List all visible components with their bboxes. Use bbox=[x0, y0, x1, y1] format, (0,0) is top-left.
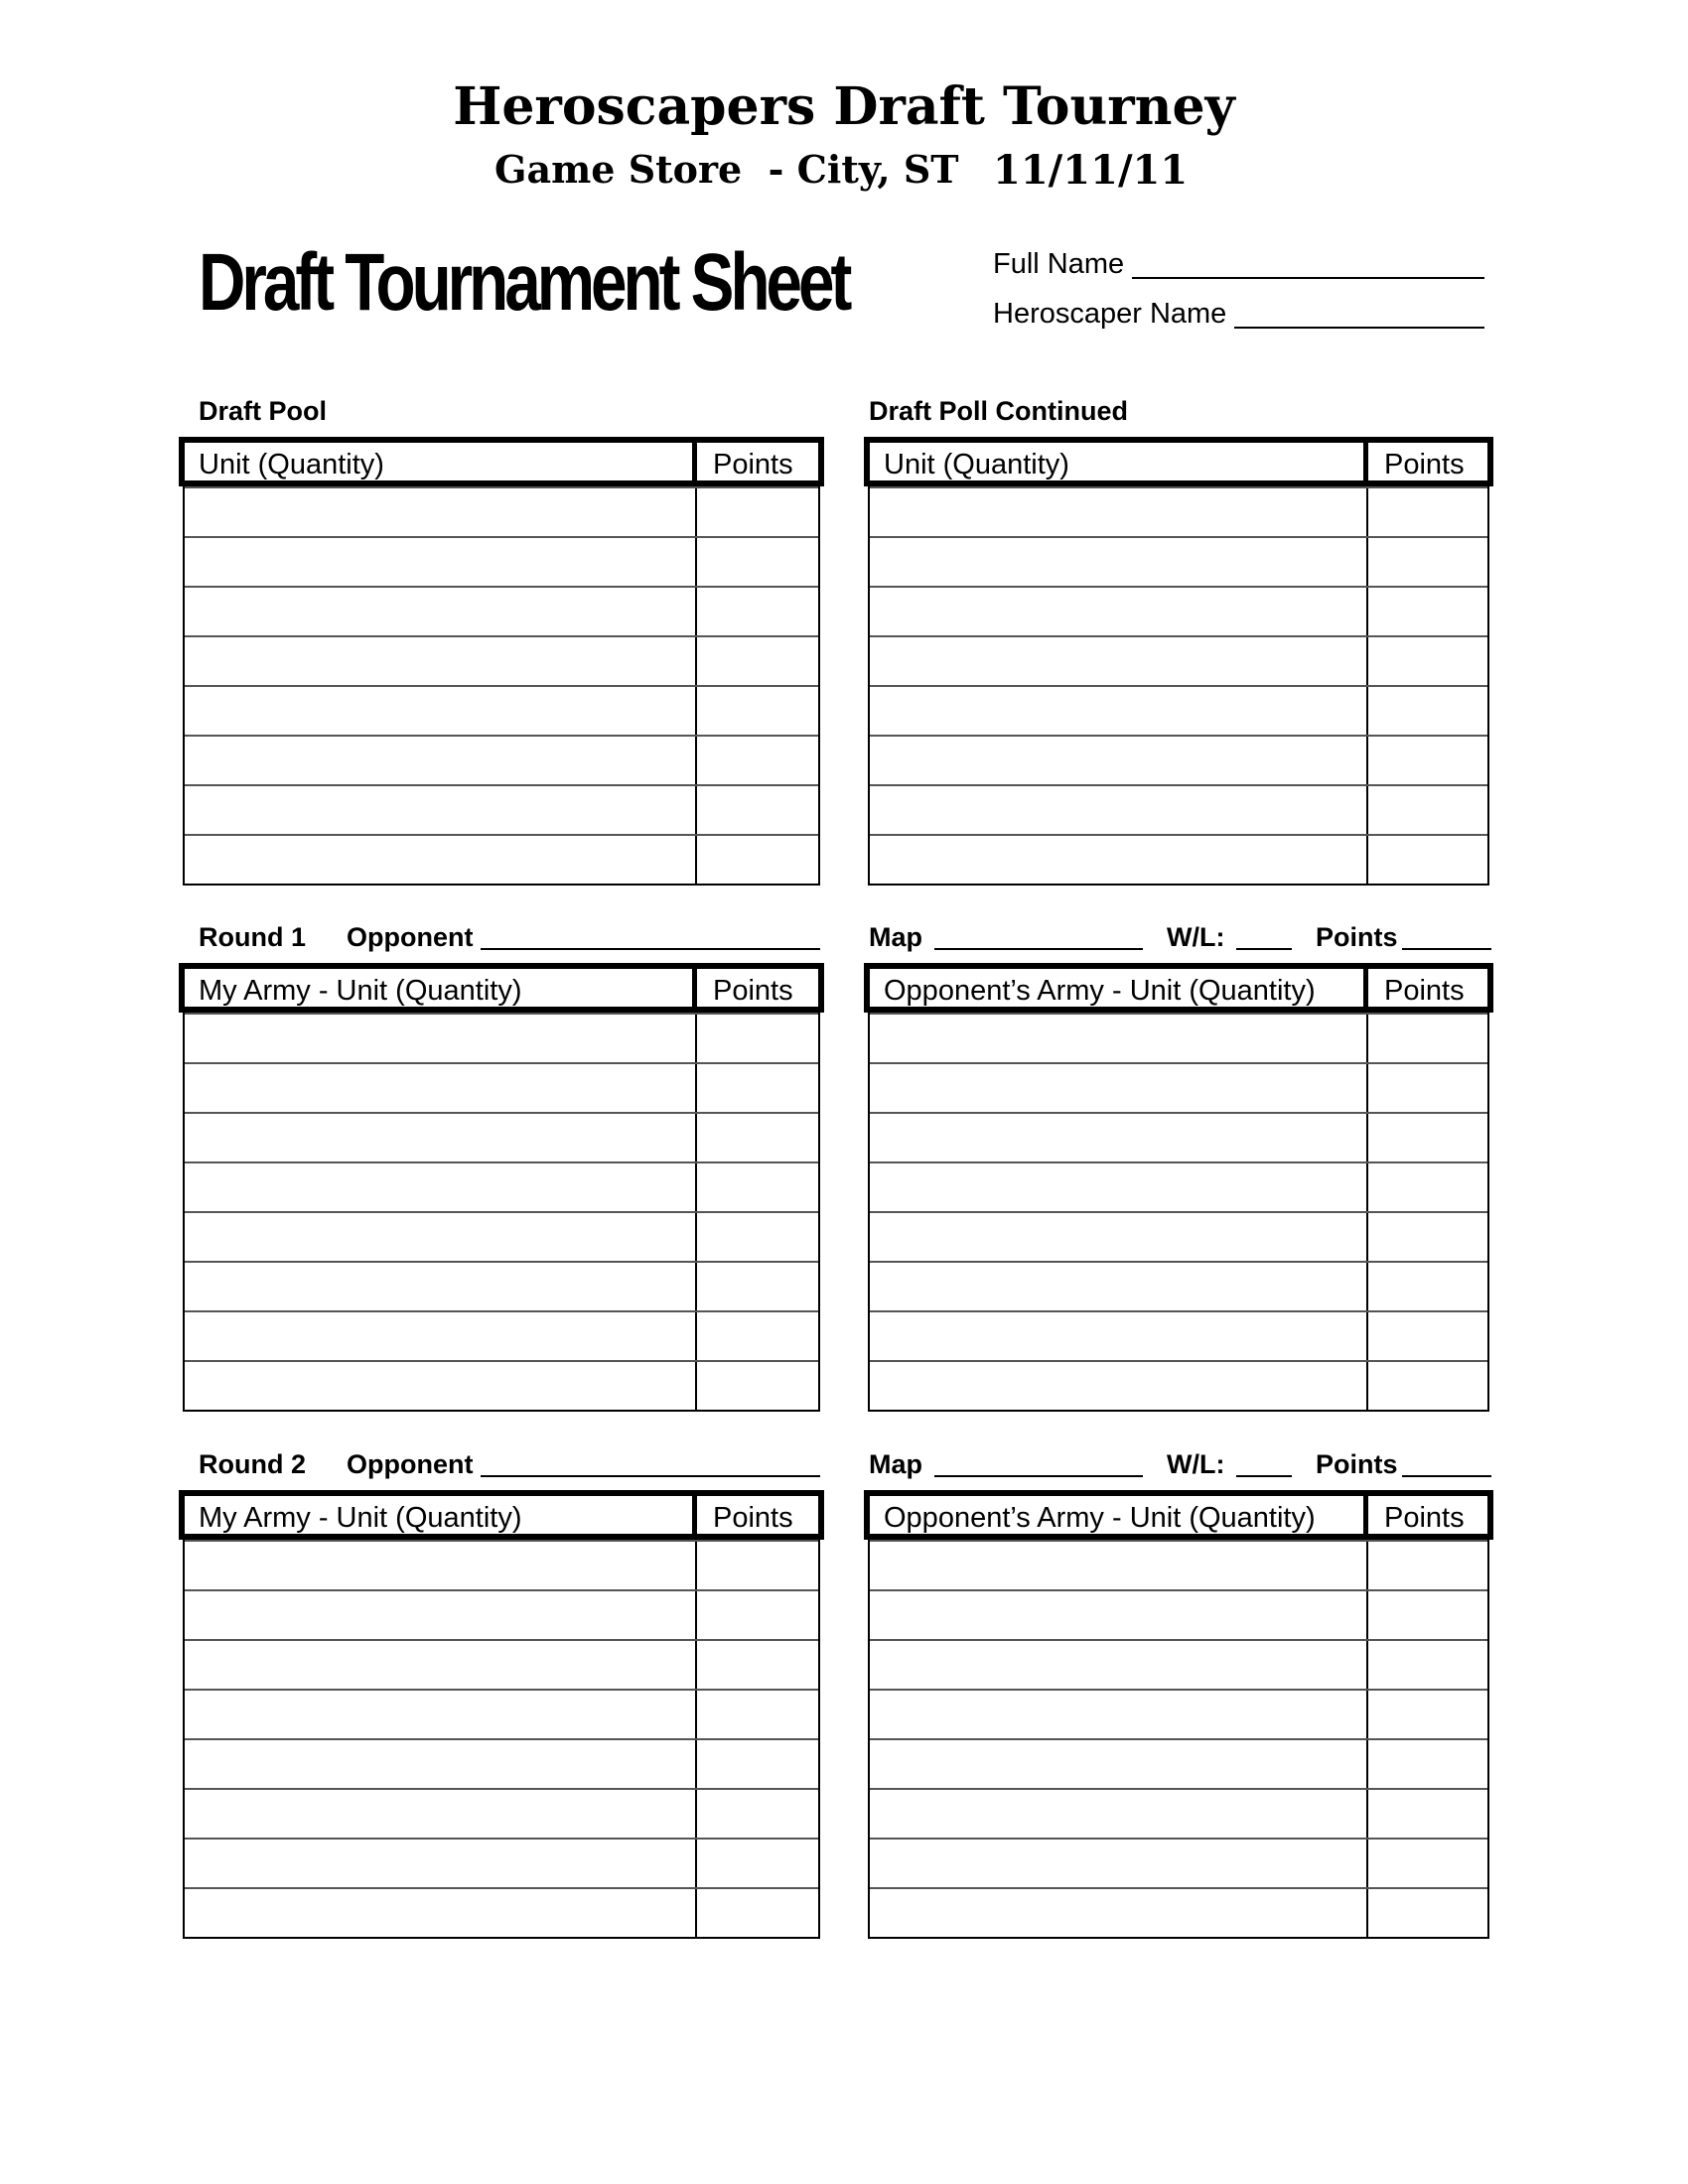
round-2-wl-line[interactable] bbox=[1236, 1475, 1292, 1477]
table-row[interactable] bbox=[870, 486, 1487, 536]
table-body bbox=[868, 1540, 1489, 1939]
round-2-points-label: Points bbox=[1316, 1449, 1398, 1479]
table-row[interactable] bbox=[870, 1788, 1487, 1838]
table-row[interactable] bbox=[185, 1838, 818, 1887]
round-1-wl-line[interactable] bbox=[1236, 948, 1292, 950]
points-header: Points bbox=[1384, 975, 1465, 1007]
full-name-field[interactable] bbox=[993, 250, 1484, 279]
round-1-map-label: Map bbox=[869, 922, 922, 952]
table-row[interactable] bbox=[185, 1211, 818, 1261]
table-row[interactable] bbox=[185, 586, 818, 635]
table-row[interactable] bbox=[870, 1589, 1487, 1639]
round-1-opponent-line[interactable] bbox=[481, 948, 820, 950]
table-row[interactable] bbox=[185, 1788, 818, 1838]
table-row[interactable] bbox=[870, 635, 1487, 685]
draft-pool-label: Draft Pool bbox=[199, 396, 328, 426]
table-header bbox=[864, 963, 1493, 1013]
opponent-army-header: Opponent’s Army - Unit (Quantity) bbox=[884, 975, 1316, 1007]
table-row[interactable] bbox=[185, 1112, 818, 1161]
table-row[interactable] bbox=[185, 635, 818, 685]
table-row[interactable] bbox=[185, 1062, 818, 1112]
round-1-wl-label: W/L: bbox=[1167, 922, 1225, 952]
table-row[interactable] bbox=[870, 1689, 1487, 1738]
table-row[interactable] bbox=[870, 1887, 1487, 1937]
table-row[interactable] bbox=[870, 1161, 1487, 1211]
table-row[interactable] bbox=[185, 735, 818, 784]
full-name-label: Full Name bbox=[993, 248, 1125, 280]
draft-pool-continued-table bbox=[864, 437, 1493, 886]
draft-pool-table bbox=[179, 437, 824, 886]
table-row[interactable] bbox=[185, 834, 818, 884]
points-header: Points bbox=[1384, 1502, 1465, 1534]
table-row[interactable] bbox=[185, 784, 818, 834]
heroscaper-name-field[interactable] bbox=[993, 300, 1484, 329]
table-row[interactable] bbox=[185, 536, 818, 586]
table-row[interactable] bbox=[185, 1161, 818, 1211]
table-row[interactable] bbox=[870, 1112, 1487, 1161]
table-row[interactable] bbox=[870, 1013, 1487, 1062]
my-army-header: My Army - Unit (Quantity) bbox=[199, 1502, 522, 1534]
round-1-points-label: Points bbox=[1316, 922, 1398, 952]
round-1-opponent-army-table bbox=[864, 963, 1493, 1412]
unit-quantity-header: Unit (Quantity) bbox=[199, 449, 384, 480]
table-row[interactable] bbox=[185, 1738, 818, 1788]
draft-pool-continued-label: Draft Poll Continued bbox=[869, 396, 1128, 426]
table-row[interactable] bbox=[185, 1013, 818, 1062]
round-1-label: Round 1 bbox=[199, 922, 306, 952]
table-row[interactable] bbox=[870, 1211, 1487, 1261]
table-row[interactable] bbox=[870, 834, 1487, 884]
points-header: Points bbox=[713, 975, 793, 1007]
round-2-opponent-line[interactable] bbox=[481, 1475, 820, 1477]
round-2-points-line[interactable] bbox=[1402, 1475, 1491, 1477]
table-row[interactable] bbox=[870, 1310, 1487, 1360]
opponent-army-header: Opponent’s Army - Unit (Quantity) bbox=[884, 1502, 1316, 1534]
table-row[interactable] bbox=[870, 536, 1487, 586]
points-header: Points bbox=[713, 449, 793, 480]
round-1-map-line[interactable] bbox=[934, 948, 1143, 950]
table-row[interactable] bbox=[185, 486, 818, 536]
round-2-wl-label: W/L: bbox=[1167, 1449, 1225, 1479]
table-row[interactable] bbox=[870, 1738, 1487, 1788]
table-row[interactable] bbox=[870, 1360, 1487, 1410]
table-row[interactable] bbox=[185, 1261, 818, 1310]
table-header bbox=[179, 1490, 824, 1540]
round-2-opponent-army-table bbox=[864, 1490, 1493, 1939]
table-row[interactable] bbox=[185, 1589, 818, 1639]
event-date: 11/11/11 bbox=[993, 147, 1189, 194]
round-1-my-army-table bbox=[179, 963, 824, 1412]
table-row[interactable] bbox=[870, 1639, 1487, 1689]
table-row[interactable] bbox=[185, 1360, 818, 1410]
table-row[interactable] bbox=[870, 735, 1487, 784]
heroscaper-name-label: Heroscaper Name bbox=[993, 298, 1227, 330]
table-row[interactable] bbox=[870, 784, 1487, 834]
heroscaper-name-line[interactable] bbox=[1234, 327, 1484, 329]
unit-quantity-header: Unit (Quantity) bbox=[884, 449, 1069, 480]
round-2-map-line[interactable] bbox=[934, 1475, 1143, 1477]
table-body bbox=[183, 1540, 820, 1939]
round-1-points-line[interactable] bbox=[1402, 948, 1491, 950]
table-body bbox=[183, 486, 820, 886]
table-row[interactable] bbox=[185, 1639, 818, 1689]
points-header: Points bbox=[1384, 449, 1465, 480]
table-row[interactable] bbox=[870, 1261, 1487, 1310]
table-header bbox=[864, 437, 1493, 486]
table-row[interactable] bbox=[870, 586, 1487, 635]
store-location: Game Store - City, ST bbox=[494, 147, 959, 192]
table-header bbox=[179, 963, 824, 1013]
table-row[interactable] bbox=[185, 1540, 818, 1589]
table-body bbox=[183, 1013, 820, 1412]
tourney-title: Heroscapers Draft Tourney bbox=[453, 76, 1235, 137]
table-body bbox=[868, 486, 1489, 886]
table-row[interactable] bbox=[870, 1540, 1487, 1589]
table-header bbox=[864, 1490, 1493, 1540]
points-header: Points bbox=[713, 1502, 793, 1534]
table-row[interactable] bbox=[185, 1689, 818, 1738]
table-row[interactable] bbox=[185, 685, 818, 735]
round-1-opponent-label: Opponent bbox=[347, 922, 474, 952]
full-name-line[interactable] bbox=[1132, 277, 1484, 279]
table-header bbox=[179, 437, 824, 486]
table-row[interactable] bbox=[870, 1838, 1487, 1887]
round-2-label: Round 2 bbox=[199, 1449, 306, 1479]
table-row[interactable] bbox=[870, 685, 1487, 735]
round-2-opponent-label: Opponent bbox=[347, 1449, 474, 1479]
round-2-my-army-table bbox=[179, 1490, 824, 1939]
table-row[interactable] bbox=[870, 1062, 1487, 1112]
table-body bbox=[868, 1013, 1489, 1412]
sheet-title: Draft Tournament Sheet bbox=[199, 237, 849, 328]
my-army-header: My Army - Unit (Quantity) bbox=[199, 975, 522, 1007]
table-row[interactable] bbox=[185, 1310, 818, 1360]
table-row[interactable] bbox=[185, 1887, 818, 1937]
round-2-map-label: Map bbox=[869, 1449, 922, 1479]
